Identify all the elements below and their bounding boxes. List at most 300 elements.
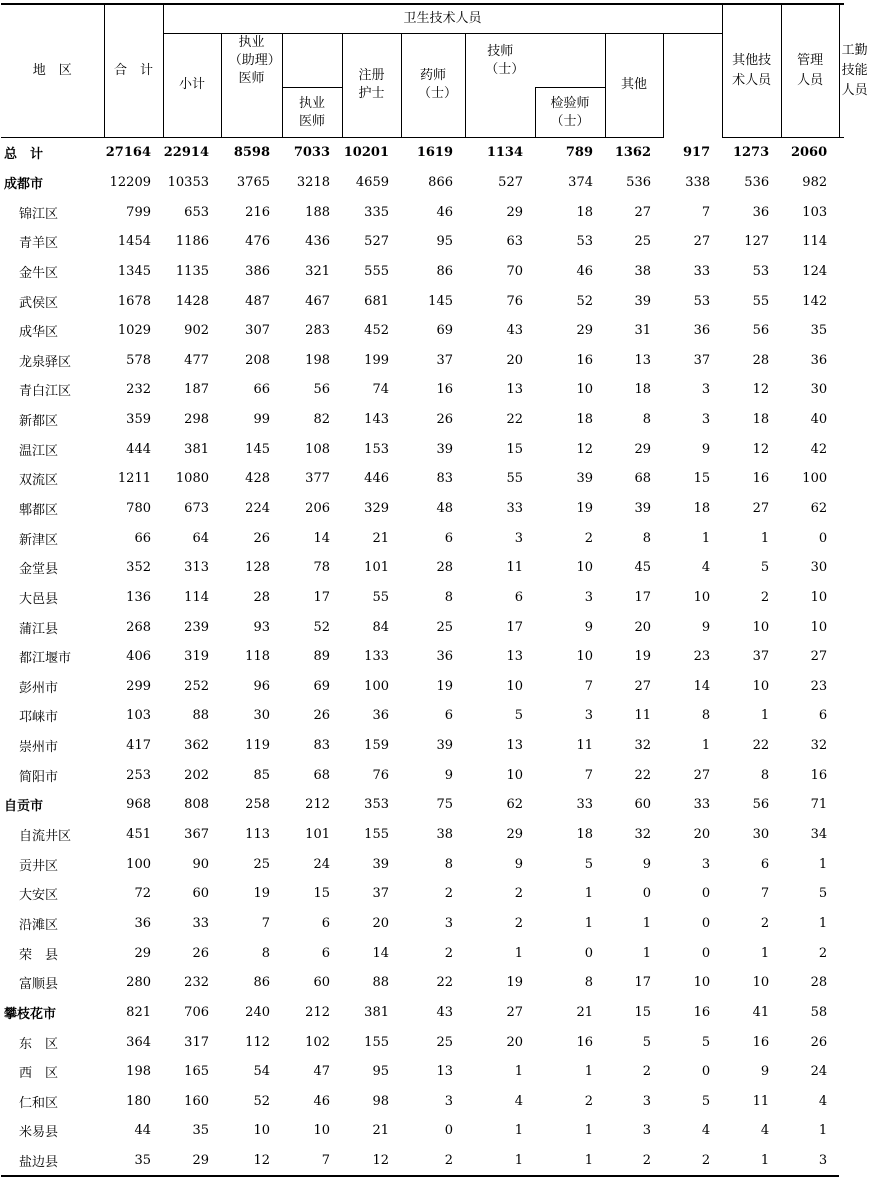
value-cell: 29 bbox=[506, 204, 523, 220]
value-cell: 283 bbox=[305, 323, 330, 339]
value-cell: 452 bbox=[364, 323, 389, 339]
value-cell: 10 bbox=[253, 1123, 270, 1139]
header-spacer bbox=[282, 33, 342, 88]
value-cell: 10 bbox=[752, 678, 770, 694]
value-cell: 27 bbox=[693, 234, 711, 250]
value-cell: 64 bbox=[192, 530, 209, 546]
value-cell: 27 bbox=[693, 767, 711, 783]
value-cell: 3 bbox=[642, 1123, 651, 1139]
value-cell: 386 bbox=[245, 263, 270, 279]
value-cell: 12 bbox=[221, 1146, 282, 1177]
header-asst-doctor-cont bbox=[221, 88, 282, 138]
value-cell: 22914 bbox=[163, 145, 209, 161]
value-cell: 8 bbox=[642, 412, 651, 428]
value-cell: 5 bbox=[701, 1093, 711, 1109]
region-cell: 双流区 bbox=[19, 473, 59, 489]
value-cell: 14 bbox=[372, 945, 389, 961]
value-cell: 23 bbox=[693, 649, 711, 665]
value-cell: 9 bbox=[760, 1064, 770, 1080]
value-cell: 527 bbox=[364, 234, 389, 250]
value-cell: 4659 bbox=[355, 174, 389, 190]
value-cell: 1 bbox=[760, 708, 770, 724]
value-cell: 114 bbox=[802, 234, 828, 250]
value-cell: 5 bbox=[701, 1034, 711, 1050]
region-cell: 武侯区 bbox=[19, 295, 59, 311]
value-cell: 3 bbox=[444, 915, 453, 931]
value-cell: 55 bbox=[506, 471, 523, 487]
value-cell: 352 bbox=[126, 560, 151, 576]
value-cell: 381 bbox=[364, 1004, 389, 1020]
value-cell: 33 bbox=[506, 501, 523, 516]
value-cell: 208 bbox=[245, 352, 270, 368]
value-cell: 56 bbox=[752, 323, 770, 339]
region-cell: 蒲江县 bbox=[19, 621, 59, 637]
value-cell: 1619 bbox=[416, 145, 453, 161]
district-row bbox=[1, 1057, 844, 1087]
value-cell: 114 bbox=[184, 589, 209, 605]
value-cell: 555 bbox=[364, 263, 389, 279]
value-cell: 12209 bbox=[109, 174, 151, 190]
value-cell: 10 bbox=[576, 649, 593, 665]
value-cell: 14 bbox=[693, 678, 711, 694]
value-cell: 202 bbox=[184, 767, 209, 783]
region-cell: 青白江区 bbox=[19, 384, 72, 400]
region-cell: 新津区 bbox=[19, 532, 59, 548]
value-cell: 20 bbox=[693, 827, 711, 843]
district-row bbox=[1, 909, 844, 939]
value-cell: 35 bbox=[192, 1123, 209, 1139]
value-cell: 30 bbox=[810, 560, 828, 576]
value-cell: 536 bbox=[626, 174, 651, 190]
value-cell: 258 bbox=[245, 797, 270, 813]
value-cell: 74 bbox=[372, 382, 389, 398]
value-cell: 476 bbox=[245, 234, 270, 250]
value-cell: 799 bbox=[126, 204, 151, 220]
value-cell: 3765 bbox=[236, 174, 270, 190]
value-cell: 5 bbox=[818, 886, 828, 902]
value-cell: 7 bbox=[282, 1146, 342, 1177]
value-cell: 0 bbox=[818, 530, 828, 546]
value-cell: 62 bbox=[506, 797, 523, 813]
value-cell: 159 bbox=[364, 738, 389, 754]
district-row bbox=[1, 405, 844, 435]
value-cell: 5 bbox=[760, 560, 770, 576]
region-cell: 金堂县 bbox=[19, 562, 59, 578]
value-cell: 1080 bbox=[175, 471, 209, 487]
value-cell: 96 bbox=[253, 678, 270, 694]
table-body bbox=[1, 138, 844, 1177]
value-cell: 52 bbox=[253, 1093, 270, 1109]
header-pharmacist: 药师（士） bbox=[401, 33, 465, 138]
value-cell: 9 bbox=[701, 441, 711, 457]
value-cell: 9 bbox=[642, 856, 651, 872]
value-cell: 31 bbox=[634, 323, 651, 339]
value-cell: 76 bbox=[372, 767, 389, 783]
district-row bbox=[1, 227, 844, 257]
value-cell: 2 bbox=[760, 915, 770, 931]
value-cell: 66 bbox=[253, 382, 270, 398]
value-cell: 2060 bbox=[790, 145, 828, 161]
value-cell: 232 bbox=[126, 382, 151, 398]
city-row bbox=[1, 998, 844, 1028]
value-cell: 18 bbox=[576, 204, 593, 220]
value-cell: 29 bbox=[634, 441, 651, 457]
value-cell: 32 bbox=[634, 738, 651, 754]
city-row bbox=[1, 168, 844, 198]
value-cell: 86 bbox=[436, 263, 453, 279]
value-cell: 54 bbox=[253, 1064, 270, 1080]
value-cell: 47 bbox=[313, 1064, 330, 1080]
value-cell: 29 bbox=[506, 827, 523, 843]
value-cell: 0 bbox=[701, 915, 711, 931]
value-cell: 27 bbox=[634, 678, 651, 694]
value-cell: 10 bbox=[693, 975, 711, 991]
value-cell: 5 bbox=[584, 856, 593, 872]
value-cell: 653 bbox=[184, 204, 209, 220]
value-cell: 467 bbox=[305, 293, 330, 309]
value-cell: 16 bbox=[752, 471, 770, 487]
region-cell: 郫都区 bbox=[19, 503, 59, 518]
value-cell: 39 bbox=[436, 738, 453, 754]
value-cell: 136 bbox=[126, 589, 151, 605]
value-cell: 1 bbox=[818, 1123, 828, 1139]
value-cell: 321 bbox=[305, 263, 330, 279]
value-cell: 44 bbox=[134, 1123, 151, 1139]
value-cell: 4 bbox=[701, 1123, 711, 1139]
value-cell: 20 bbox=[506, 1034, 523, 1050]
value-cell: 98 bbox=[372, 1093, 389, 1109]
value-cell: 13 bbox=[506, 382, 523, 398]
value-cell: 8 bbox=[642, 530, 651, 546]
value-cell: 42 bbox=[810, 441, 828, 457]
value-cell: 2 bbox=[401, 1146, 465, 1177]
value-cell: 160 bbox=[184, 1093, 209, 1109]
value-cell: 18 bbox=[693, 501, 711, 516]
value-cell: 224 bbox=[245, 501, 270, 516]
value-cell: 100 bbox=[126, 856, 151, 872]
value-cell: 6 bbox=[444, 530, 453, 546]
value-cell: 15 bbox=[693, 471, 711, 487]
value-cell: 39 bbox=[634, 501, 651, 516]
value-cell: 3 bbox=[701, 382, 711, 398]
value-cell: 15 bbox=[506, 441, 523, 457]
district-row bbox=[1, 938, 844, 968]
value-cell: 29 bbox=[576, 323, 593, 339]
value-cell: 100 bbox=[364, 678, 389, 694]
value-cell: 8 bbox=[701, 708, 711, 724]
value-cell: 374 bbox=[568, 174, 593, 190]
value-cell: 95 bbox=[436, 234, 453, 250]
value-cell: 477 bbox=[184, 352, 209, 368]
value-cell: 902 bbox=[184, 323, 209, 339]
value-cell: 239 bbox=[184, 619, 209, 635]
value-cell: 9 bbox=[514, 856, 523, 872]
region-cell: 青羊区 bbox=[19, 236, 59, 252]
value-cell: 29 bbox=[134, 945, 151, 961]
value-cell: 36 bbox=[372, 708, 389, 724]
region-cell: 崇州市 bbox=[19, 740, 59, 756]
value-cell: 1029 bbox=[117, 323, 151, 339]
value-cell: 406 bbox=[126, 649, 151, 665]
value-cell: 2 bbox=[584, 1093, 593, 1109]
header-licensed-doctor: 执业医师 bbox=[282, 88, 342, 138]
value-cell: 0 bbox=[642, 886, 651, 902]
value-cell: 36 bbox=[436, 649, 453, 665]
value-cell: 88 bbox=[372, 975, 389, 991]
region-cell: 荣 县 bbox=[19, 947, 59, 963]
value-cell: 1 bbox=[818, 915, 828, 931]
value-cell: 41 bbox=[752, 1004, 770, 1020]
value-cell: 367 bbox=[184, 827, 209, 843]
district-row bbox=[1, 1087, 844, 1117]
header-licensed-asst-doctor: 执业（助理）医师 bbox=[221, 33, 282, 88]
value-cell: 1 bbox=[584, 915, 593, 931]
value-cell: 35 bbox=[104, 1146, 163, 1177]
value-cell: 338 bbox=[685, 174, 711, 190]
value-cell: 2 bbox=[605, 1146, 663, 1177]
value-cell: 8 bbox=[584, 975, 593, 991]
value-cell: 95 bbox=[372, 1064, 389, 1080]
value-cell: 22 bbox=[634, 767, 651, 783]
value-cell: 33 bbox=[192, 915, 209, 931]
value-cell: 78 bbox=[313, 560, 330, 576]
district-row bbox=[1, 494, 844, 524]
value-cell: 673 bbox=[184, 501, 209, 516]
value-cell: 38 bbox=[436, 827, 453, 843]
value-cell: 7 bbox=[584, 678, 593, 694]
value-cell: 39 bbox=[634, 293, 651, 309]
value-cell: 25 bbox=[634, 234, 651, 250]
value-cell: 0 bbox=[701, 945, 711, 961]
value-cell: 118 bbox=[245, 649, 270, 665]
value-cell: 268 bbox=[126, 619, 151, 635]
value-cell: 1454 bbox=[117, 234, 151, 250]
value-cell: 1 bbox=[514, 1064, 523, 1080]
value-cell: 359 bbox=[126, 412, 151, 428]
district-row bbox=[1, 1146, 844, 1177]
value-cell: 16 bbox=[693, 1004, 711, 1020]
header-registered-nurse: 注册护士 bbox=[342, 33, 401, 138]
value-cell: 69 bbox=[436, 323, 453, 339]
value-cell: 1135 bbox=[175, 263, 209, 279]
value-cell: 16 bbox=[576, 1034, 593, 1050]
city-row bbox=[1, 790, 844, 820]
value-cell: 7033 bbox=[293, 145, 330, 161]
value-cell: 446 bbox=[364, 471, 389, 487]
value-cell: 11 bbox=[634, 708, 651, 724]
value-cell: 55 bbox=[752, 293, 770, 309]
value-cell: 27164 bbox=[105, 145, 151, 161]
district-row bbox=[1, 701, 844, 731]
value-cell: 52 bbox=[576, 293, 593, 309]
value-cell: 19 bbox=[253, 886, 270, 902]
value-cell: 56 bbox=[313, 382, 330, 398]
value-cell: 26 bbox=[253, 530, 270, 546]
value-cell: 37 bbox=[372, 886, 389, 902]
value-cell: 82 bbox=[313, 412, 330, 428]
value-cell: 36 bbox=[693, 323, 711, 339]
header-management: 管理人员 bbox=[781, 4, 839, 138]
value-cell: 8 bbox=[444, 856, 453, 872]
value-cell: 22 bbox=[752, 738, 770, 754]
value-cell: 22 bbox=[506, 412, 523, 428]
value-cell: 1 bbox=[642, 915, 651, 931]
value-cell: 33 bbox=[693, 263, 711, 279]
district-row bbox=[1, 375, 844, 405]
value-cell: 35 bbox=[810, 323, 828, 339]
value-cell: 36 bbox=[810, 352, 828, 368]
value-cell: 58 bbox=[810, 1004, 828, 1020]
value-cell: 1362 bbox=[614, 145, 651, 161]
value-cell: 11 bbox=[576, 738, 593, 754]
value-cell: 252 bbox=[184, 678, 209, 694]
value-cell: 20 bbox=[372, 915, 389, 931]
value-cell: 56 bbox=[752, 797, 770, 813]
value-cell: 53 bbox=[752, 263, 770, 279]
value-cell: 6 bbox=[444, 708, 453, 724]
value-cell: 18 bbox=[634, 382, 651, 398]
value-cell: 329 bbox=[364, 501, 389, 516]
value-cell: 1211 bbox=[117, 471, 151, 487]
health-personnel-table bbox=[1, 3, 868, 1177]
value-cell: 153 bbox=[364, 441, 389, 457]
value-cell: 45 bbox=[634, 560, 651, 576]
region-cell: 彭州市 bbox=[19, 680, 59, 696]
district-row bbox=[1, 612, 844, 642]
value-cell: 917 bbox=[682, 145, 711, 161]
total-row bbox=[1, 138, 844, 168]
region-cell: 邛崃市 bbox=[19, 710, 59, 726]
value-cell: 3 bbox=[584, 589, 593, 605]
value-cell: 3 bbox=[642, 1093, 651, 1109]
value-cell: 8 bbox=[444, 589, 453, 605]
value-cell: 52 bbox=[313, 619, 330, 635]
value-cell: 299 bbox=[126, 678, 151, 694]
value-cell: 127 bbox=[744, 234, 770, 250]
value-cell: 10 bbox=[810, 619, 828, 635]
value-cell: 24 bbox=[810, 1064, 828, 1080]
value-cell: 10 bbox=[752, 619, 770, 635]
value-cell: 99 bbox=[253, 412, 270, 428]
value-cell: 103 bbox=[802, 204, 828, 220]
value-cell: 19 bbox=[436, 678, 453, 694]
value-cell: 72 bbox=[134, 886, 151, 902]
value-cell: 9 bbox=[701, 619, 711, 635]
value-cell: 12 bbox=[752, 382, 770, 398]
value-cell: 108 bbox=[305, 441, 330, 457]
value-cell: 18 bbox=[576, 412, 593, 428]
value-cell: 212 bbox=[305, 1004, 330, 1020]
value-cell: 25 bbox=[436, 619, 453, 635]
value-cell: 206 bbox=[305, 501, 330, 516]
district-row bbox=[1, 879, 844, 909]
district-row bbox=[1, 760, 844, 790]
header-other-tech: 其他技术人员 bbox=[722, 4, 781, 138]
value-cell: 10 bbox=[693, 589, 711, 605]
value-cell: 2 bbox=[444, 886, 453, 902]
value-cell: 101 bbox=[305, 827, 330, 843]
value-cell: 1 bbox=[818, 856, 828, 872]
value-cell: 30 bbox=[253, 708, 270, 724]
value-cell: 119 bbox=[245, 738, 270, 754]
value-cell: 16 bbox=[576, 352, 593, 368]
district-row bbox=[1, 672, 844, 702]
value-cell: 6 bbox=[760, 856, 770, 872]
value-cell: 968 bbox=[126, 797, 151, 813]
district-row bbox=[1, 849, 844, 879]
value-cell: 46 bbox=[313, 1093, 330, 1109]
value-cell: 83 bbox=[436, 471, 453, 487]
value-cell: 866 bbox=[428, 174, 453, 190]
value-cell: 13 bbox=[506, 738, 523, 754]
value-cell: 33 bbox=[693, 797, 711, 813]
value-cell: 5 bbox=[514, 708, 523, 724]
value-cell: 1428 bbox=[175, 293, 209, 309]
value-cell: 10 bbox=[810, 589, 828, 605]
value-cell: 17 bbox=[313, 589, 330, 605]
value-cell: 68 bbox=[313, 767, 330, 783]
value-cell: 28 bbox=[752, 352, 770, 368]
district-row bbox=[1, 197, 844, 227]
value-cell: 71 bbox=[810, 797, 828, 813]
value-cell: 26 bbox=[436, 412, 453, 428]
value-cell: 60 bbox=[313, 975, 330, 991]
value-cell: 3218 bbox=[296, 174, 330, 190]
value-cell: 62 bbox=[810, 501, 828, 516]
header-technician-cont bbox=[465, 88, 535, 138]
value-cell: 0 bbox=[584, 945, 593, 961]
value-cell: 29 bbox=[163, 1146, 221, 1177]
value-cell: 1 bbox=[642, 945, 651, 961]
header-total: 合 计 bbox=[104, 4, 163, 138]
value-cell: 0 bbox=[444, 1123, 453, 1139]
value-cell: 53 bbox=[576, 234, 593, 250]
value-cell: 1 bbox=[514, 1123, 523, 1139]
value-cell: 86 bbox=[253, 975, 270, 991]
value-cell: 1 bbox=[584, 1123, 593, 1139]
value-cell: 36 bbox=[752, 204, 770, 220]
value-cell: 60 bbox=[634, 797, 651, 813]
value-cell: 3 bbox=[584, 708, 593, 724]
value-cell: 27 bbox=[506, 1004, 523, 1020]
value-cell: 101 bbox=[364, 560, 389, 576]
value-cell: 527 bbox=[498, 174, 523, 190]
value-cell: 112 bbox=[245, 1034, 270, 1050]
value-cell: 28 bbox=[436, 560, 453, 576]
value-cell: 1 bbox=[535, 1146, 605, 1177]
value-cell: 84 bbox=[372, 619, 389, 635]
value-cell: 142 bbox=[802, 293, 828, 309]
value-cell: 780 bbox=[126, 501, 151, 516]
value-cell: 17 bbox=[634, 975, 651, 991]
value-cell: 6 bbox=[321, 945, 330, 961]
header-subtotal: 小计 bbox=[163, 33, 221, 138]
value-cell: 55 bbox=[372, 589, 389, 605]
value-cell: 3 bbox=[701, 856, 711, 872]
value-cell: 21 bbox=[576, 1004, 593, 1020]
value-cell: 128 bbox=[245, 560, 270, 576]
value-cell: 66 bbox=[134, 530, 151, 546]
value-cell: 1678 bbox=[117, 293, 151, 309]
district-row bbox=[1, 345, 844, 375]
value-cell: 7 bbox=[701, 204, 711, 220]
value-cell: 319 bbox=[184, 649, 209, 665]
value-cell: 14 bbox=[313, 530, 330, 546]
region-cell: 新都区 bbox=[19, 414, 59, 430]
value-cell: 13 bbox=[634, 352, 651, 368]
value-cell: 76 bbox=[506, 293, 523, 309]
value-cell: 212 bbox=[305, 797, 330, 813]
